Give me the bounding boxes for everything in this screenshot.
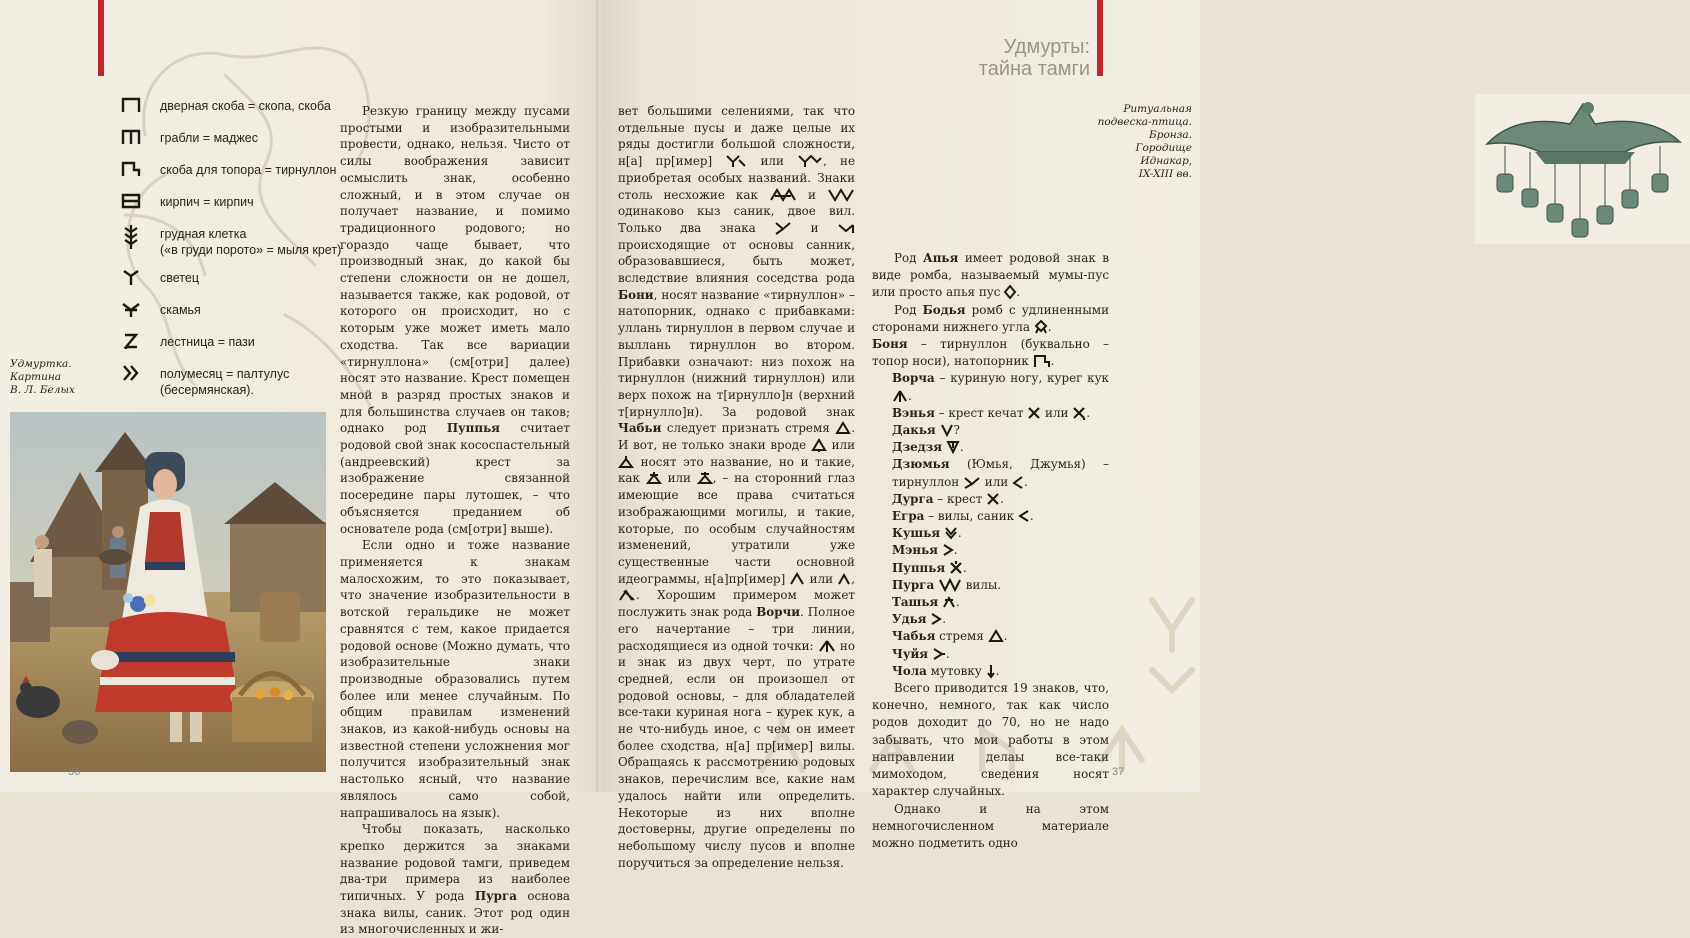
udmurt-woman-painting (10, 412, 326, 772)
sign-row (120, 364, 340, 408)
sign-row (120, 268, 340, 300)
sign-glyph-icon (774, 221, 792, 235)
sign-label: грабли = маджес (160, 131, 258, 145)
painting-caption: Удмуртка. Картина В. Л. Белых (10, 358, 75, 396)
sign-list (120, 96, 340, 408)
sign-glyph-icon (892, 389, 908, 403)
sign-glyph-icon (940, 423, 954, 437)
clan-list-item: Чабья стремя . (892, 629, 1008, 644)
chicken-foot-sign-icon (818, 639, 836, 653)
clan-list-item: Вэнья – крест кечат или . (892, 405, 1090, 420)
sign-label: кирпич = кирпич (160, 195, 254, 209)
bronze-bird-pendant-image (1475, 94, 1690, 244)
artifact-caption: Ритуальная подвеска-птица. Бронза. Городище Иднакар, IX-XIII вв. (1097, 103, 1192, 180)
clan-list-item: Кушья . (892, 526, 962, 541)
sign-row (120, 332, 340, 364)
clan-list-item: Дзюмья (Юмья, Джумья) – тирнуллон или . (892, 457, 1109, 489)
sign-glyph-icon (949, 561, 963, 575)
sign-label: светец (160, 271, 199, 285)
sign-row (120, 96, 340, 128)
brick-sign-icon (120, 192, 142, 210)
sign-glyph-icon (932, 647, 946, 661)
sign-glyph-icon (1033, 354, 1051, 368)
clan-list-item: Егра – вилы, саник . (892, 509, 1034, 524)
stirrup-sign-icon (988, 629, 1004, 643)
sign-label: полумесяц = палтулус (бесермянская). (160, 367, 290, 397)
sign-label: скамья (160, 303, 201, 317)
running-header: Удмурты: тайна тамги (978, 36, 1090, 80)
sign-glyph-icon (797, 154, 823, 168)
sign-glyph-icon (1012, 475, 1024, 489)
sign-glyph-icon (811, 438, 827, 452)
clan-list-item: Мэнья . (892, 543, 958, 558)
sign-glyph-icon (769, 188, 797, 202)
page-number-left: 36 (68, 766, 81, 778)
sign-glyph-icon (942, 595, 956, 609)
sign-glyph-icon (942, 543, 954, 557)
sign-glyph-icon (837, 572, 851, 586)
clan-list-item: Боня – тирнуллон (буквально – топор носи), натопорник . (872, 337, 1109, 369)
door-bracket-sign-icon (120, 96, 142, 114)
sign-row (120, 128, 340, 160)
clan-list-item: Пуппья . (892, 560, 967, 575)
sign-row (120, 192, 340, 224)
sign-glyph-icon (827, 188, 855, 202)
lamp-sign-icon (120, 268, 142, 286)
sign-label: лестница = пази (160, 335, 255, 349)
long-rhombus-sign-icon (1034, 320, 1048, 334)
axe-bracket-sign-icon (120, 160, 142, 178)
right-red-bar (1097, 0, 1103, 76)
clan-list-item: Чуйя . (892, 646, 950, 661)
bench-sign-icon (120, 300, 142, 318)
sign-glyph-icon (930, 612, 942, 626)
rake-sign-icon (120, 128, 142, 146)
sign-glyph-icon (618, 588, 636, 602)
clan-list-item: Пурга вилы. (892, 577, 1002, 592)
whisk-sign-icon (986, 664, 996, 678)
left-page (0, 0, 598, 937)
fork-sign-icon (1018, 509, 1030, 523)
sign-row (120, 160, 340, 192)
right-text-column: Род Апья имеет родовой знак в виде ромба, называемый мумы-пус или просто апья пус . Род Бодья ромб с удлиненными сторонами нижнего угла . Боня – тирнуллон (буквально – топор носи), натопорник . Ворча – куриную ногу, курег кук . Вэнья – крест кечат или . Дакья ? Дзедзя . Дзюмья (Юмья, Джумья) – тирнуллон или . Дурга – крест . Егра – вилы, саник . Кушья . Мэнья . Пуппья . Пурга вилы. Ташья . Удья . Чабья стремя . Чуйя . Чола мутовку . Всего приводится 19 знаков, что, конечно, немного, так как число родов доходит до 70, но не надо забывать, что мои работы в этом направлении делаы все-таки мимоходом, сведения носят характер случайных. Однако и на этом немногочисленном материале можно подметить одно (872, 251, 1109, 850)
page-number-right: 37 (1112, 766, 1125, 778)
clan-list-item: Чола мутовку . (892, 663, 1000, 678)
chest-cell-sign-icon (120, 224, 142, 250)
sign-row (120, 300, 340, 332)
sign-glyph-icon (837, 221, 855, 235)
sign-glyph-icon (1027, 406, 1041, 420)
clan-list-item: Удья . (892, 612, 946, 627)
clan-list-item: Дурга – крест . (892, 491, 1004, 506)
cross-sign-icon (986, 492, 1000, 506)
rhombus-sign-icon (1004, 285, 1016, 299)
sign-glyph-icon (697, 471, 713, 485)
sign-label: скоба для топора = тирнуллон (160, 163, 337, 177)
left-red-bar (98, 0, 104, 76)
right-page (602, 0, 1200, 870)
sign-label: грудная клетка («в груди порото» = мыля крет) (160, 227, 342, 257)
ladder-sign-icon (120, 332, 142, 350)
sign-glyph-icon (618, 455, 634, 469)
clan-list-item: Дзедзя . (892, 440, 964, 455)
sign-glyph-icon (725, 154, 747, 168)
sign-glyph-icon (646, 471, 662, 485)
sign-glyph-icon (946, 440, 960, 454)
sign-row (120, 224, 340, 268)
sign-glyph-icon (1072, 406, 1086, 420)
stirrup-sign-icon (835, 421, 851, 435)
sign-label: дверная скоба = скопа, скоба (160, 99, 331, 113)
left-text-column: Резкую границу между пусами простыми и изобразительными провести, однако, нельзя. Чисто от силы воображения зависит осмыслить знак, особенно сложный, и в этом случае он получает название, и помимо традиционного родового; но гораздо чаще бывает, что производный знак, до какой бы степени сложности он не дошел, называется также, как родовой, от которого он происходит, но с которым уже может иметь мало сходства. Так все вариации «тирнуллона» (см[отри] далее) носят это название. Крест помещен мной в разряд простых знаков и для большинства случаев он таков; однако род Пуппья считает родовой свой знак кососпастельный (андреевский) крест за изображение связанной посередине пары лутошек, – что объясняется преданием об основателе рода (см[отри] выше). Если одно и тоже название применяется к знакам малосхожим, то это показывает, что значение изобразительности в вотской геральдике не может сравнятся с тем, какое придается родовой основе (Можно думать, что изобразительные знаки производные образовались путем более или менее случайным. По общим правилам изменений знаков, из какой-нибудь основы на известной степени усложнения мог получится изобразительный знак настолько ясный, что название являлось само собой, напрашивалось на язык). Чтобы показать, насколько крепко держится за знаками название родовой тамги, приведем два-три примера из наиболее типичных. У рода Пурга основа знака вилы, саник. Этот род один из многочисленных и жи- (340, 104, 571, 937)
sign-glyph-icon (944, 526, 958, 540)
clan-list-item: Ворча – куриную ногу, курег кук . (892, 371, 1109, 403)
pitchfork-sign-icon (938, 578, 962, 592)
clan-list-item: Ташья . (892, 595, 960, 610)
sign-glyph-icon (963, 475, 981, 489)
sign-glyph-icon (789, 572, 805, 586)
crescent-sign-icon (120, 364, 142, 382)
background-sign-watermark-icon (1142, 580, 1200, 710)
middle-text-column: вет большими селениями, так что отдельные пусы и даже целые их ряды достигли большой сложности, н[а] пр[имер] или , не приобретая особых названий. Знаки столь несхожие как и одинаково кыз саник, двое вил. Только два знака и происходящие от основы санник, образовавшиеся, быть может, вследствие влияния соседства рода Бони, носят название «тирнуллон» – натопорник, однако с прибавками: уллань тирнуллон в первом случае и выллань тирнуллон во втором. Прибавки означают: низ похож на тирнуллон (нижний тирнуллон) или верх похож на т[ирнулло]н (верхний т[ирнулло]н). За родовой знак Чабьи следует признать стремя . И вот, не только знаки вроде или носят это название, но и такие, как или , – на сторонний глаз имеющие все права считаться изображающими могилы, и такие, которые, по особым случайностям изменений, утратили уже существенные части основной идеограммы, н[а]пр[имер] или , . Хорошим примером может послужить знак рода Ворчи. Полное его начертание – три линии, расходящиеся из одной точки: но и знак из двух черт, по утрате средней, если он произошел от родовой основы, – для обладателей все-таки куриная нога – курек кук, а не что-нибудь иное, с чем он имеет более сходства, н[а] пр[имер] вилы. Обращаясь к рассмотрению родовых знаков, перечислим все, какие нам удалось найти или определить. Некоторые из них вполне достоверны, другие определены по небольшому числу пусов и вполне поручиться за определение нельзя. (618, 104, 856, 870)
clan-list-item: Дакья ? (892, 423, 960, 438)
